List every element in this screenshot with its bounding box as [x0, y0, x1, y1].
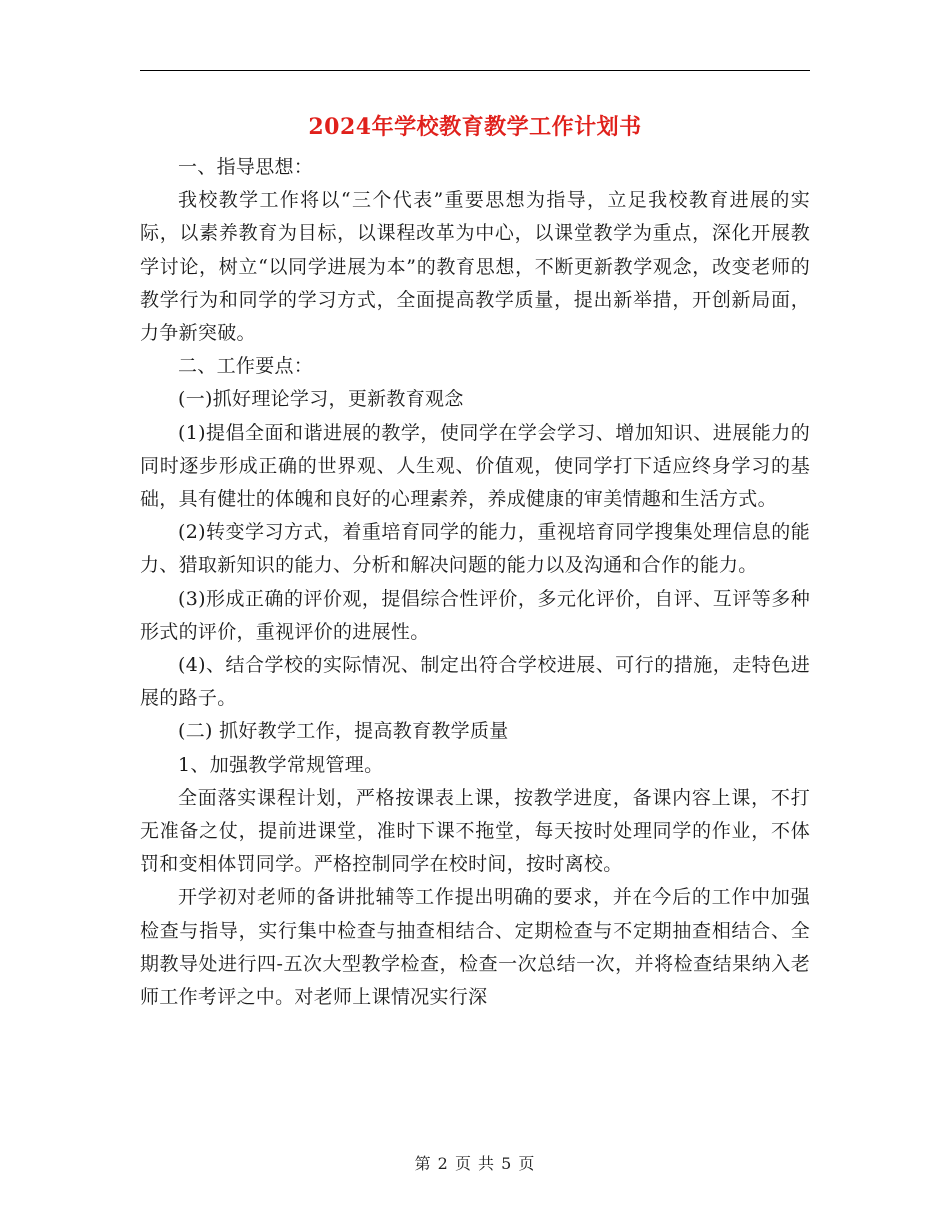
- body-paragraph: 我校教学工作将以“三个代表”重要思想为指导，立足我校教育进展的实际，以素养教育为目标，以课程改革为中心，以课堂教学为重点，深化开展教学讨论，树立“以同学进展为本”的教育思想，不断更新教学观念，改变老师的教学行为和同学的学习方式，全面提高教学质量，提出新举措，开创新局面，力争新突破。: [140, 189, 810, 345]
- page-number: 第 2 页 共 5 页: [414, 1154, 536, 1173]
- subsection-heading-teaching-work: (二) 抓好教学工作，提高教育教学质量: [178, 720, 509, 743]
- subsection-heading-theory-study: (一)抓好理论学习，更新教育观念: [178, 388, 464, 411]
- body-paragraph: (3)形成正确的评价观，提倡综合性评价，多元化评价，自评、互评等多种形式的评价，重视评价的进展性。: [140, 587, 810, 643]
- header-rule: [140, 70, 810, 71]
- body-paragraph: (4)、结合学校的实际情况、制定出符合学校进展、可行的措施，走特色进展的路子。: [140, 654, 810, 710]
- document-body: [140, 151, 810, 1014]
- body-paragraph: (2)转变学习方式，着重培育同学的能力，重视培育同学搜集处理信息的能力、猎取新知识的能力、分析和解决问题的能力以及沟通和合作的能力。: [140, 521, 810, 577]
- body-paragraph: 开学初对老师的备讲批辅等工作提出明确的要求，并在今后的工作中加强检查与指导，实行集中检查与抽查相结合、定期检查与不定期抽查相结合、全期教导处进行四-五次大型教学检查，检查一次总结一次，并将检查结果纳入老师工作考评之中。对老师上课情况实行深: [140, 886, 810, 1009]
- item-heading-routine-management: 1、加强教学常规管理。: [178, 753, 384, 776]
- document-title: 2024年学校教育教学工作计划书: [308, 114, 642, 140]
- body-paragraph: 全面落实课程计划，严格按课表上课，按教学进度，备课内容上课，不打无准备之仗，提前进课堂，准时下课不拖堂，每天按时处理同学的作业，不体罚和变相体罚同学。严格控制同学在校时间，按时离校。: [140, 786, 810, 876]
- section-heading-guiding-ideology: 一、指导思想：: [178, 156, 314, 178]
- section-heading-work-points: 二、工作要点：: [178, 355, 314, 378]
- body-paragraph: (1)提倡全面和谐进展的教学，使同学在学会学习、增加知识、进展能力的同时逐步形成正确的世界观、人生观、价值观，使同学打下适应终身学习的基础，具有健壮的体魄和良好的心理素养，养成健康的审美情趣和生活方式。: [140, 421, 810, 511]
